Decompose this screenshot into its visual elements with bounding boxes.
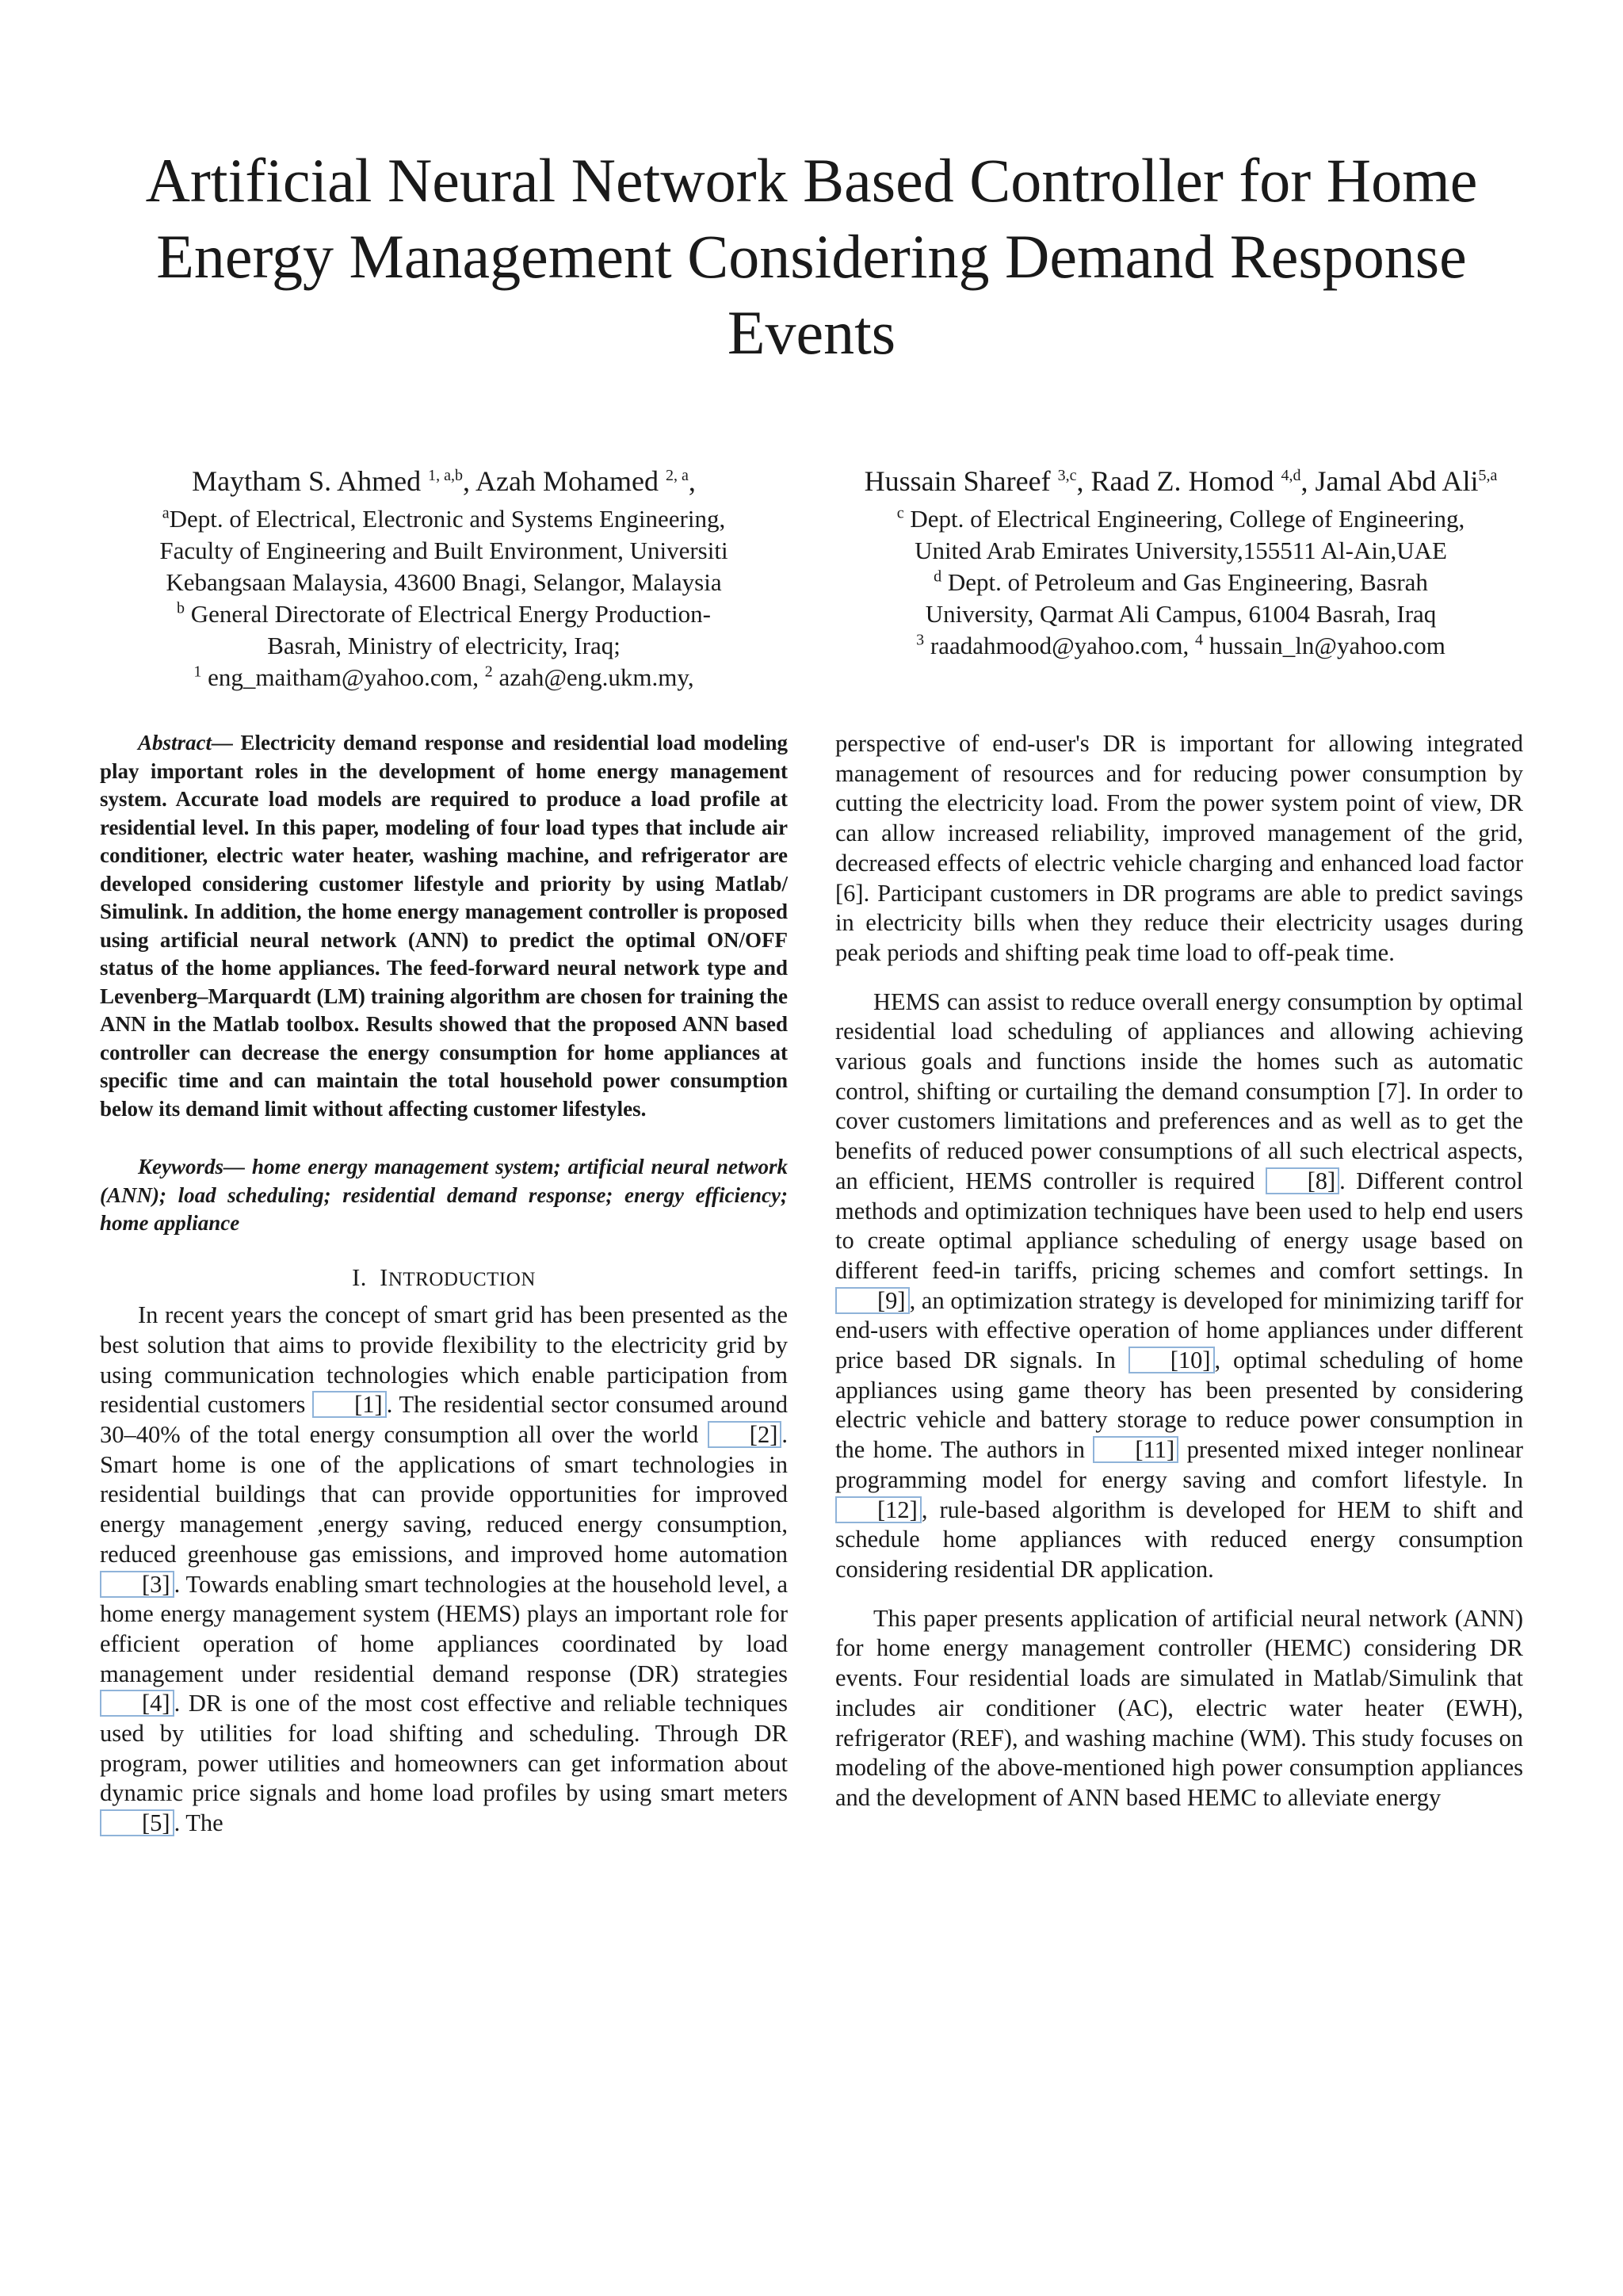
affiliation-line: $^1$ eng_maitham@yahoo.com, $^2$ azah@eng.ukm.my, [193, 663, 694, 691]
author-names-right: Hussain Shareef $^{3,c}$, Raad Z. Homod $^{4,d}$, Jamal Abd Ali$^{5,a}$ [864, 465, 1498, 497]
paper-title: Artificial Neural Network Based Controller for Home Energy Management Considering Demand Response Events [145, 146, 1478, 367]
affiliation-line: United Arab Emirates University,155511 Al-Ain,UAE [915, 537, 1447, 564]
keywords: Keywords— home energy management system; artificial neural network (ANN); load scheduling; residential demand response; energy efficiency; home appliance [100, 1155, 788, 1235]
affiliation-line: Faculty of Engineering and Built Environment, Universiti [159, 537, 728, 564]
affiliation-line: $^a$Dept. of Electrical, Electronic and Systems Engineering, [162, 504, 726, 533]
affiliation-lines-right [848, 503, 1514, 662]
citation-link[interactable]: [1] [312, 1391, 387, 1418]
section-heading-introduction [100, 1263, 788, 1295]
author-block-left [111, 464, 777, 693]
citation-link[interactable]: [12] [835, 1496, 922, 1523]
right-paragraph-1: perspective of end-user's DR is important for allowing integrated management of resources and for reducing power consumption by cutting the electricity load. From the power system point of view, DR can allow increased reliability, improved management of the grid, decreased effects of electric vehicle charging and enhanced load factor [6]. Participant customers in DR programs are able to predict savings in electricity bills when they reduce their electricity usages during peak periods and shifting peak time load to off-peak time. [835, 730, 1523, 966]
abstract [100, 729, 788, 1123]
abstract-lead: Abstract— [138, 731, 234, 755]
abstract-text: Electricity demand response and residential load modeling play important roles in the development of home energy management system. Accurate load models are required to produce a load profile at residential level. In this paper, modeling of four load types that include air conditioner, electric water heater, washing machine, and refrigerator are developed considering customer lifestyle and priority by using Matlab/ Simulink. In addition, the home energy management controller is proposed using artificial neural network (ANN) to predict the optimal ON/OFF status of the home appliances. The feed-forward neural network type and Levenberg–Marquardt (LM) training algorithm are chosen for training the ANN in the Matlab toolbox. Results showed that the proposed ANN based controller can decrease the energy consumption for home appliances at specific time and can maintain the total household power consumption below its demand limit without affecting customer lifestyles. [100, 731, 788, 1121]
affiliation-line: $^b$ General Directorate of Electrical Energy Production- [177, 599, 711, 628]
affiliation-lines-left [111, 503, 777, 693]
right-paragraph-2: HEMS can assist to reduce overall energy consumption by optimal residential load scheduling of appliances and allowing achieving various goals and functions inside the homes such as automatic control, shifting or curtailing the demand consumption [7]. In order to cover customers limitations and preferences and as well as to get the benefits of reduced power consumptions of all such electrical aspects, an efficient, HEMS controller is required [8] . Different control methods and optimization techniques have been used to help end users to create optimal appliance scheduling of energy usage based on different feed-in tariffs, pricing schemes and comfort settings. In [9] , an optimization strategy is developed for minimizing tariff for end-users with effective operation of home appliances under different price based DR signals. In [10] , optimal scheduling of home appliances using game theory has been presented by considering electric vehicle and battery storage to reduce power consumption in the home. The authors in [11] presented mixed integer nonlinear programming model for energy saving and comfort lifestyle. In [12] , rule-based algorithm is developed for HEM to shift and schedule home appliances with reduced energy consumption considering residential DR application. [835, 988, 1523, 1583]
intro-paragraph-1: In recent years the concept of smart grid has been presented as the best solution that aims to provide flexibility to the electricity grid by using communication technologies which enable participation from residential customers [1] . The residential sector consumed around 30–40% of the total energy consumption all over the world [2] . Smart home is one of the applications of smart technologies in residential buildings that can provide opportunities for improved energy management ,energy saving, reduced energy consumption, reduced greenhouse gas emissions, and improved home automation [3] . Towards enabling smart technologies at the household level, a home energy management system (HEMS) plays an important role for efficient operation of home appliances coordinated by load management under residential demand response (DR) strategies [4] . DR is one of the most cost effective and reliable techniques used by utilities for load shifting and scheduling. Through DR program, power utilities and homeowners can get information about dynamic price signals and home load profiles by using smart meters [5] . The [100, 1301, 789, 1837]
citation-link[interactable]: [10] [1128, 1347, 1215, 1373]
affiliation-line: Kebangsaan Malaysia, 43600 Bnagi, Selangor, Malaysia [166, 568, 722, 596]
author-block-right [848, 464, 1514, 662]
citation-link[interactable]: [9] [835, 1287, 910, 1314]
citation-link[interactable]: [8] [1266, 1167, 1340, 1194]
left-column [100, 729, 788, 1839]
citation-link[interactable]: [2] [708, 1421, 782, 1448]
right-column [835, 729, 1523, 1813]
section-number: I. [352, 1263, 367, 1291]
affiliation-line: $^c$ Dept. of Electrical Engineering, College of Engineering, [896, 504, 1465, 533]
section-title-first-letter: I [380, 1263, 388, 1291]
citation-link[interactable]: [3] [100, 1571, 174, 1598]
citation-link[interactable]: [11] [1093, 1436, 1178, 1463]
affiliation-line: $^3$ raadahmood@yahoo.com, $^4$ hussain_ln@yahoo.com [916, 631, 1445, 659]
section-title-rest: NTRODUCTION [388, 1268, 536, 1290]
citation-link[interactable]: [5] [100, 1809, 174, 1836]
affiliation-line: $^d$ Dept. of Petroleum and Gas Engineering, Basrah [934, 567, 1428, 596]
author-names-left: Maytham S. Ahmed $^{1, a,b}$, Azah Mohamed $^{2, a}$, [192, 465, 696, 497]
affiliation-line: Basrah, Ministry of electricity, Iraq; [267, 632, 621, 659]
affiliation-line: University, Qarmat Ali Campus, 61004 Basrah, Iraq [925, 600, 1437, 628]
right-paragraph-3: This paper presents application of artificial neural network (ANN) for home energy management controller (HEMC) considering DR events. Four residential loads are simulated in Matlab/Simulink that includes air conditioner (AC), electric water heater (EWH), refrigerator (REF), and washing machine (WM). This study focuses on modeling of the above-mentioned high power consumption appliances and the development of ANN based HEMC to alleviate energy [835, 1604, 1523, 1811]
citation-link[interactable]: [4] [100, 1690, 174, 1717]
